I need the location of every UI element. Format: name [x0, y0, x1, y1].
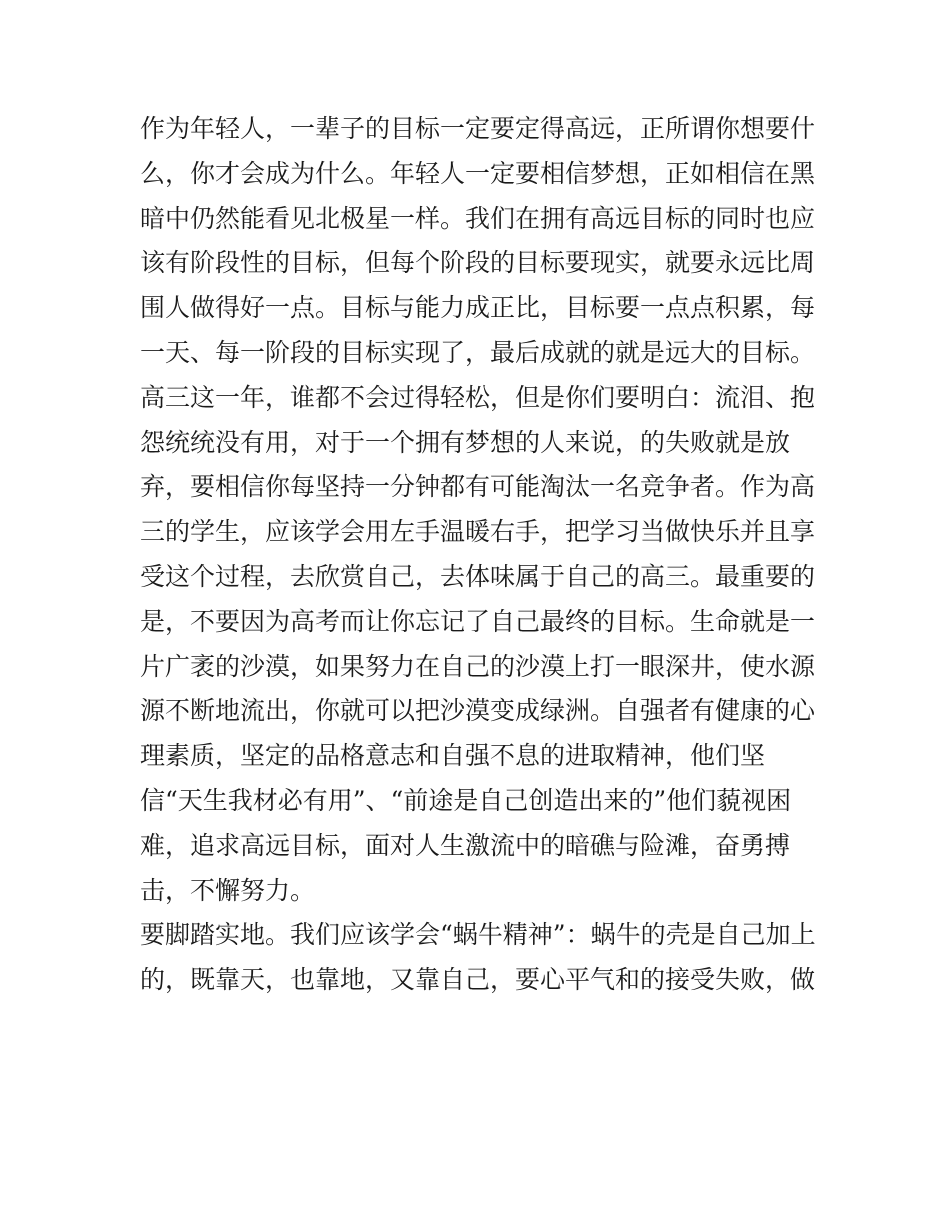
text-line: 三的学生，应该学会用左手温暖右手，把学习当做快乐并且享 — [140, 517, 816, 547]
text-line: 理素质，坚定的品格意志和自强不息的进取精神，他们坚 — [140, 741, 766, 771]
text-line: 受这个过程，去欣赏自己，去体味属于自己的高三。最重要的 — [140, 561, 816, 591]
text-line: 是，不要因为高考而让你忘记了自己最终的目标。生命就是一 — [140, 606, 816, 636]
text-line: 围人做得好一点。目标与能力成正比，目标要一点点积累，每 — [140, 293, 816, 323]
text-line: 高三这一年，谁都不会过得轻松，但是你们要明白：流泪、抱 — [140, 382, 816, 412]
body-text — [140, 107, 820, 1003]
text-line: 弃，要相信你每坚持一分钟都有可能淘汰一名竞争者。作为高 — [140, 472, 816, 502]
text-line: 怨统统没有用，对于一个拥有梦想的人来说，的失败就是放 — [140, 427, 791, 457]
text-line: 难，追求高远目标，面对人生激流中的暗礁与险滩，奋勇搏 — [140, 830, 791, 860]
text-line: 一天、每一阶段的目标实现了，最后成就的就是远大的目标。 — [140, 337, 816, 367]
text-line: 信“天生我材必有用”、“前途是自己创造出来的”他们藐视困 — [140, 785, 792, 815]
text-line: 作为年轻人，一辈子的目标一定要定得高远，正所谓你想要什 — [140, 114, 816, 143]
text-line: 要脚踏实地。我们应该学会“蜗牛精神”：蜗牛的壳是自己加上 — [140, 920, 816, 950]
text-line: 片广袤的沙漠，如果努力在自己的沙漠上打一眼深井，使水源 — [140, 651, 816, 681]
text-line: 么，你才会成为什么。年轻人一定要相信梦想，正如相信在黑 — [140, 158, 816, 188]
text-line: 该有阶段性的目标，但每个阶段的目标要现实，就要永远比周 — [140, 248, 816, 278]
text-line: 击，不懈努力。 — [140, 875, 316, 905]
text-line: 暗中仍然能看见北极星一样。我们在拥有高远目标的同时也应 — [140, 203, 816, 233]
text-line: 源不断地流出，你就可以把沙漠变成绿洲。自强者有健康的心 — [140, 696, 816, 726]
text-line: 的，既靠天，也靠地，又靠自己，要心平气和的接受失败，做 — [140, 965, 816, 995]
